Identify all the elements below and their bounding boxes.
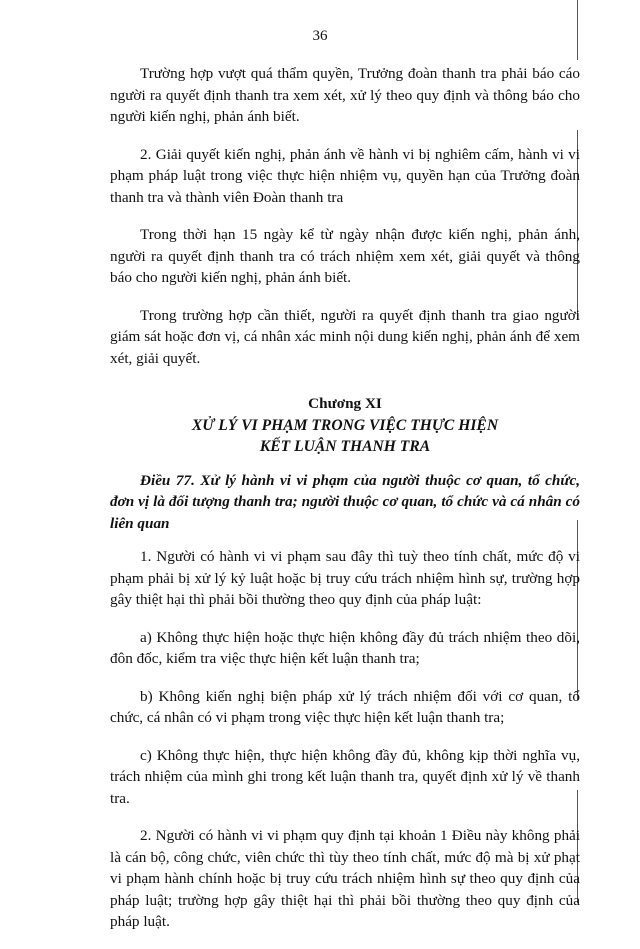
chapter-title-line-1: XỬ LÝ VI PHẠM TRONG VIỆC THỰC HIỆN — [191, 416, 499, 434]
paragraph: 2. Giải quyết kiến nghị, phản ánh về hành vi bị nghiêm cấm, hành vi vi phạm pháp luật trong việc thực hiện nhiệm vụ, quyền hạn của Trưởng đoàn thanh tra và thành viên Đoàn thanh tra — [110, 145, 580, 206]
scan-edge-line — [577, 0, 578, 60]
paragraph: Trường hợp vượt quá thẩm quyền, Trưởng đoàn thanh tra phải báo cáo người ra quyết định thanh tra xem xét, xử lý theo quy định và thông báo cho người kiến nghị, phản ánh biết. — [110, 65, 580, 125]
chapter-heading — [110, 393, 580, 458]
paragraph: a) Không thực hiện hoặc thực hiện không đầy đủ trách nhiệm theo dõi, đôn đốc, kiểm tra việc thực hiện kết luận thanh tra; — [110, 628, 580, 667]
paragraph: Trong trường hợp cần thiết, người ra quyết định thanh tra giao người giám sát hoặc đơn vị, cá nhân xác minh nội dung kiến nghị, phản ánh để xem xét, giải quyết. — [110, 306, 580, 367]
paragraph: 2. Người có hành vi vi phạm quy định tại khoản 1 Điều này không phải là cán bộ, công chức, viên chức thì tùy theo tính chất, mức độ mà bị xử phạt vi phạm hành chính hoặc bị truy cứu trách nhiệm hình sự theo quy định của pháp luật; trường hợp gây thiệt hại thì phải bồi thường theo quy định của pháp luật. — [110, 827, 580, 930]
page-number: 36 — [312, 28, 328, 44]
paragraph: 1. Người có hành vi vi phạm sau đây thì tuỳ theo tính chất, mức độ vi phạm phải bị xử lý kỷ luật hoặc bị truy cứu trách nhiệm hình sự, trường hợp gây thiệt hại thì phải bồi thường theo quy định của pháp luật: — [110, 548, 580, 608]
paragraph: c) Không thực hiện, thực hiện không đầy đủ, không kịp thời nghĩa vụ, trách nhiệm của mình ghi trong kết luận thanh tra, quyết định xử lý về thanh tra. — [110, 746, 580, 807]
chapter-title-line-2: KẾT LUẬN THANH TRA — [259, 438, 431, 455]
chapter-number: Chương XI — [308, 395, 382, 412]
paragraph: Trong thời hạn 15 ngày kể từ ngày nhận được kiến nghị, phản ánh, người ra quyết định thanh tra có trách nhiệm xem xét, giải quyết và thông báo cho người kiến nghị, phản ánh biết. — [110, 226, 580, 286]
document-body — [110, 63, 580, 949]
article-heading: Điều 77. Xử lý hành vi vi phạm của người thuộc cơ quan, tổ chức, đơn vị là đối tượng thanh tra; người thuộc cơ quan, tổ chức và cá nhân có liên quan — [110, 471, 580, 532]
paragraph: b) Không kiến nghị biện pháp xử lý trách nhiệm đối với cơ quan, tổ chức, cá nhân có vi phạm trong việc thực hiện kết luận thanh tra; — [110, 687, 580, 726]
